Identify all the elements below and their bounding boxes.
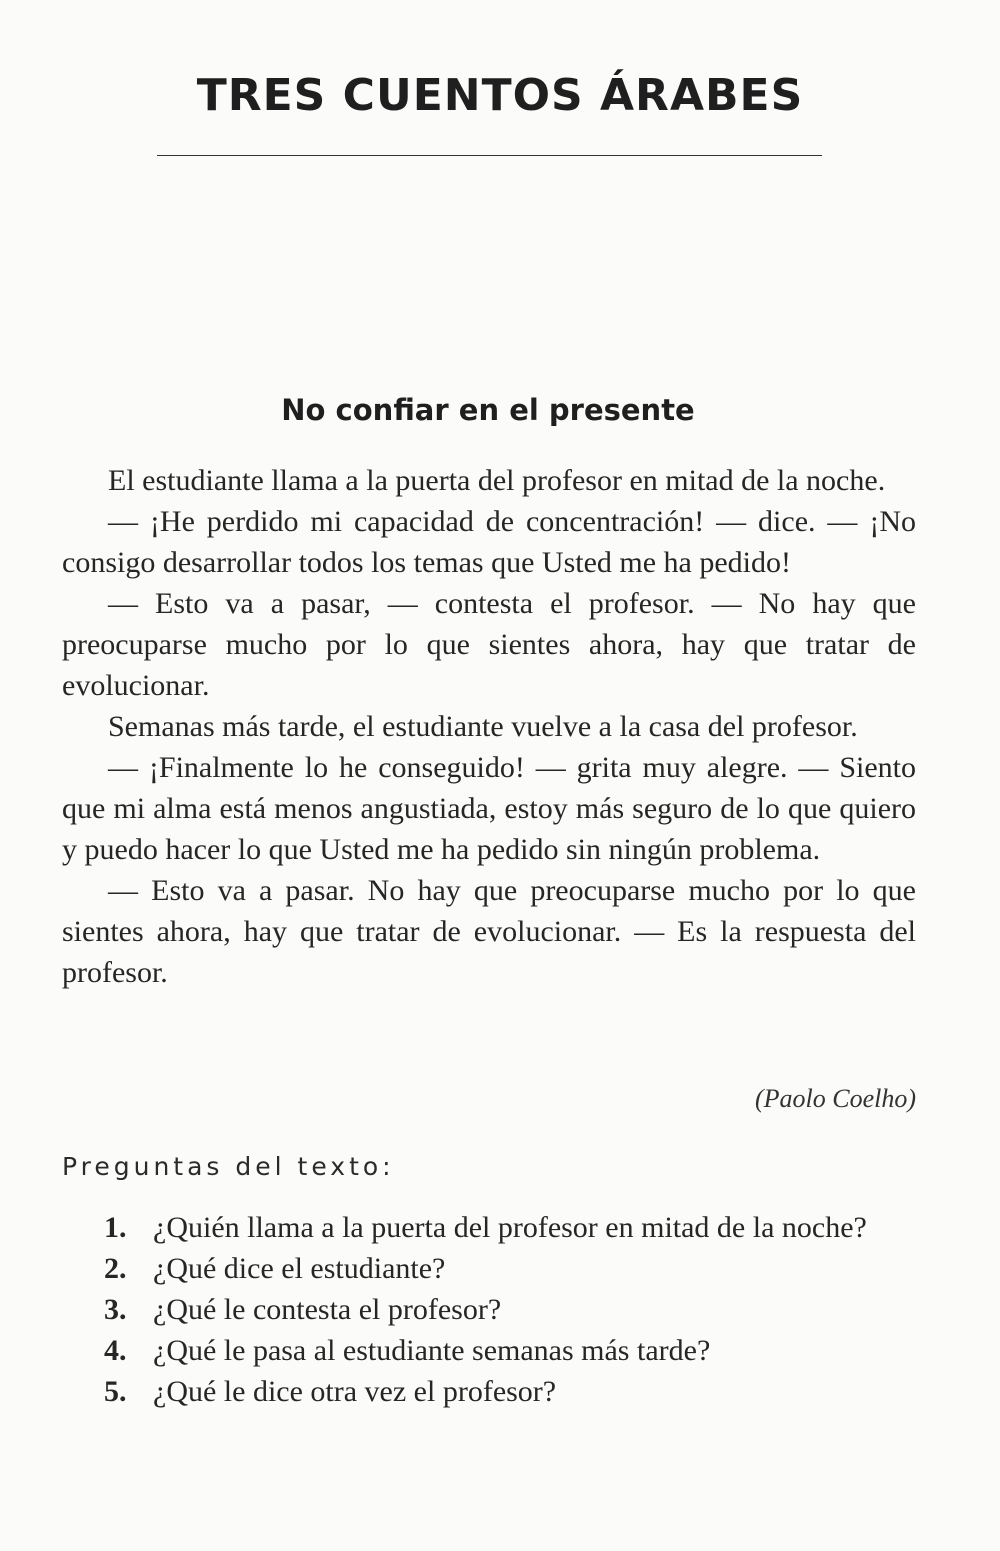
story-attribution: (Paolo Coelho) <box>754 1084 916 1113</box>
question-text: ¿Qué le dice otra vez el profesor? <box>153 1375 557 1408</box>
story-text <box>62 460 916 993</box>
question-number: 3. <box>104 1293 127 1326</box>
chapter-title: TRES CUENTOS ÁRABES <box>196 70 804 121</box>
story-paragraph: El estudiante llama a la puerta del profesor en mitad de la noche. <box>108 464 886 497</box>
story-paragraph: — Esto va a pasar, — contesta el profesor. — No hay que preocuparse mucho por lo que sientes ahora, hay que tratar de evolucionar. <box>62 587 916 702</box>
question-item <box>104 1371 916 1412</box>
story-paragraph: Semanas más tarde, el estudiante vuelve a la casa del profesor. <box>108 710 858 743</box>
story-paragraph: — ¡He perdido mi capacidad de concentración! — dice. — ¡No consigo desarrollar todos los temas que Usted me ha pedido! <box>62 505 916 579</box>
question-text: ¿Qué le contesta el profesor? <box>153 1293 502 1326</box>
question-text: ¿Quién llama a la puerta del profesor en mitad de la noche? <box>153 1211 867 1244</box>
question-item <box>104 1207 916 1248</box>
story-title: No confiar en el presente <box>281 393 695 427</box>
question-item <box>104 1248 916 1289</box>
title-divider <box>157 155 822 156</box>
question-number: 4. <box>104 1334 127 1367</box>
question-text: ¿Qué le pasa al estudiante semanas más tarde? <box>153 1334 711 1367</box>
questions-list <box>104 1207 916 1412</box>
question-number: 1. <box>104 1211 127 1244</box>
question-item <box>104 1289 916 1330</box>
questions-heading: Preguntas del texto: <box>62 1152 395 1181</box>
question-item <box>104 1330 916 1371</box>
question-text: ¿Qué dice el estudiante? <box>153 1252 446 1285</box>
question-number: 2. <box>104 1252 127 1285</box>
question-number: 5. <box>104 1375 127 1408</box>
story-paragraph: — Esto va a pasar. No hay que preocuparse mucho por lo que sientes ahora, hay que tratar de evolucionar. — Es la respuesta del profesor. <box>62 874 916 989</box>
story-paragraph: — ¡Finalmente lo he conseguido! — grita muy alegre. — Siento que mi alma está menos angustiada, estoy más seguro de lo que quiero y puedo hacer lo que Usted me ha pedido sin ningún problema. <box>62 751 916 866</box>
